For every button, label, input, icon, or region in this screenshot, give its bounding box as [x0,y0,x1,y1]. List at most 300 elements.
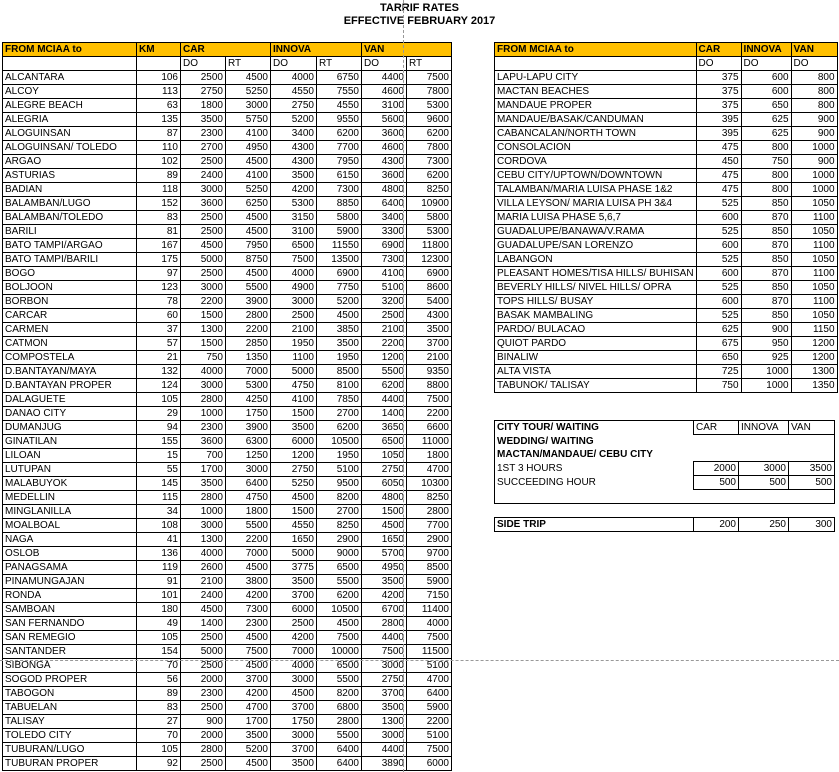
rate-cell: 11550 [317,239,362,253]
rate-cell: 6600 [407,421,452,435]
side-trip-van: 300 [789,518,835,532]
rate-cell: 700 [181,449,226,463]
rate-cell: 5400 [407,295,452,309]
rate-cell: 1350 [791,379,837,393]
rate-cell: 5800 [317,211,362,225]
rate-cell: 2700 [317,505,362,519]
table-row [3,71,452,85]
rate-cell: 78 [137,295,181,309]
table-row [495,225,838,239]
rate-cell: 625 [741,127,791,141]
destination-cell: BOGO [3,267,137,281]
table-row [3,309,452,323]
rate-cell: 57 [137,337,181,351]
rate-cell: 3500 [271,575,317,589]
rate-cell: 4500 [181,239,226,253]
rate-cell: 650 [696,351,741,365]
rate-cell: 5300 [407,225,452,239]
rate-cell: 870 [741,267,791,281]
rate-cell: 7700 [317,141,362,155]
rate-cell: 8800 [407,379,452,393]
subheader-cell: RT [226,57,271,71]
rate-cell: 3500 [789,462,835,476]
rate-cell: 850 [741,281,791,295]
rate-cell: 70 [137,729,181,743]
rate-cell: 2200 [226,533,271,547]
rate-cell: 2900 [317,533,362,547]
blank [495,504,694,518]
rate-cell: 10500 [317,603,362,617]
destination-cell: BARILI [3,225,137,239]
rate-cell: 2600 [181,561,226,575]
rate-cell: 6400 [226,477,271,491]
rate-cell: 1950 [317,449,362,463]
subheader-cell: DO [791,57,837,71]
rate-cell: 450 [696,155,741,169]
rate-cell: 2500 [181,631,226,645]
rate-cell: 3000 [362,659,407,673]
rate-cell: 5500 [317,729,362,743]
rate-cell: 4550 [271,519,317,533]
rate-cell: 4500 [226,211,271,225]
rate-cell: 167 [137,239,181,253]
destination-cell: GUADALUPE/BANAWA/V.RAMA [495,225,697,239]
subheader-cell: RT [407,57,452,71]
rate-cell: 4000 [407,617,452,631]
destination-cell: DUMANJUG [3,421,137,435]
rate-cell: 7700 [407,519,452,533]
rate-cell: 4500 [226,71,271,85]
rate-cell: 2800 [226,309,271,323]
rate-cell: 375 [696,99,741,113]
rate-cell: 6500 [362,435,407,449]
rate-cell: 5750 [226,113,271,127]
title-line-2: EFFECTIVE FEBRUARY 2017 [343,15,496,27]
rate-cell: 3500 [317,337,362,351]
rate-cell: 1500 [181,337,226,351]
rate-cell: 118 [137,183,181,197]
table-row [495,71,838,85]
rate-cell: 900 [791,113,837,127]
rate-cell: 3775 [271,561,317,575]
city-rates-table [494,42,838,393]
rate-cell: 92 [137,757,181,771]
rate-cell: 2300 [226,617,271,631]
table-row [3,225,452,239]
rate-cell: 70 [137,659,181,673]
rate-cell: 870 [741,295,791,309]
rate-cell: 3600 [181,197,226,211]
rate-cell: 3000 [181,379,226,393]
destination-cell: DANAO CITY [3,407,137,421]
rate-cell: 3000 [226,463,271,477]
side-trip-row [495,518,835,532]
rate-cell: 4500 [226,225,271,239]
city-tour-title-row [495,421,835,435]
destination-cell: D.BANTAYAN/MAYA [3,365,137,379]
table-row [3,239,452,253]
subheader-row [3,57,452,71]
rate-cell: 2100 [271,323,317,337]
rate-cell: 12300 [407,253,452,267]
rate-cell: 2300 [181,421,226,435]
rate-cell: 850 [741,309,791,323]
rate-cell: 525 [696,281,741,295]
rate-cell: 1200 [791,351,837,365]
table-row [3,631,452,645]
rate-cell: 5700 [362,547,407,561]
rate-cell: 83 [137,211,181,225]
rate-cell: 475 [696,183,741,197]
wedding-label: WEDDING/ WAITING [495,435,694,449]
subheader-blank [3,57,137,71]
rate-cell: 91 [137,575,181,589]
rate-cell: 3500 [271,421,317,435]
blank [789,504,835,518]
destination-cell: CATMON [3,337,137,351]
rate-cell: 1050 [791,225,837,239]
rate-cell: 4950 [226,141,271,155]
destination-cell: MANDAUE PROPER [495,99,697,113]
header-km: KM [137,43,181,57]
rate-cell: 800 [791,99,837,113]
rate-cell: 4400 [362,743,407,757]
rate-cell: 1000 [791,169,837,183]
rate-cell: 625 [741,113,791,127]
rate-cell: 1400 [181,617,226,631]
rate-cell: 6050 [362,477,407,491]
rate-cell: 1300 [362,715,407,729]
rate-cell: 81 [137,225,181,239]
table-row [3,407,452,421]
rate-cell: 375 [696,71,741,85]
destination-cell: SAMBOAN [3,603,137,617]
destination-cell: CABANCALAN/NORTH TOWN [495,127,697,141]
rate-cell: 1350 [226,351,271,365]
destination-cell: GUADALUPE/SAN LORENZO [495,239,697,253]
rate-cell: 145 [137,477,181,491]
table-row [3,757,452,771]
rate-cell: 2900 [407,533,452,547]
rate-cell: 8850 [317,197,362,211]
rate-cell: 6200 [317,127,362,141]
destination-cell: LILOAN [3,449,137,463]
rate-cell: 2800 [317,715,362,729]
rate-cell: 8200 [317,687,362,701]
rate-cell: 3000 [362,729,407,743]
rate-cell: 8600 [407,281,452,295]
rate-cell: 4000 [271,71,317,85]
rate-cell: 6400 [317,757,362,771]
table-row [495,365,838,379]
rate-cell: 2200 [181,295,226,309]
destination-cell: ALCOY [3,85,137,99]
rate-cell: 2500 [271,617,317,631]
blank-row [495,504,835,518]
rate-cell: 1000 [741,379,791,393]
rate-cell: 89 [137,169,181,183]
destination-cell: ALOGUINSAN/ TOLEDO [3,141,137,155]
rate-cell: 1300 [791,365,837,379]
table-row [3,393,452,407]
rate-cell: 5500 [226,519,271,533]
rate-cell: 106 [137,71,181,85]
rate-cell: 900 [791,155,837,169]
rate-cell: 7750 [317,281,362,295]
rate-cell: 8250 [317,519,362,533]
rate-cell: 2000 [694,462,739,476]
rate-cell: 6900 [317,267,362,281]
table-row [3,687,452,701]
rate-cell: 37 [137,323,181,337]
subheader-cell: DO [741,57,791,71]
rate-cell: 5800 [407,211,452,225]
blank-row [495,490,835,504]
rate-cell: 3900 [226,421,271,435]
rate-cell: 2400 [181,169,226,183]
destination-cell: MACTAN BEACHES [495,85,697,99]
rate-cell: 2000 [181,729,226,743]
rate-cell: 6750 [317,71,362,85]
header-row [3,43,452,57]
rate-cell: 7950 [317,155,362,169]
page-break-horizontal [0,660,839,661]
rate-cell: 21 [137,351,181,365]
table-row [495,169,838,183]
rate-cell: 5100 [362,281,407,295]
rate-cell: 1050 [362,449,407,463]
rate-cell: 525 [696,253,741,267]
rate-cell: 2400 [181,589,226,603]
rate-cell: 2750 [181,85,226,99]
rate-cell: 180 [137,603,181,617]
rate-cell: 4300 [271,155,317,169]
destination-cell: QUIOT PARDO [495,337,697,351]
table-row [495,127,838,141]
rate-cell: 625 [696,323,741,337]
rate-cell: 6500 [317,561,362,575]
subheader-cell: DO [696,57,741,71]
destination-cell: ALTA VISTA [495,365,697,379]
table-row [495,253,838,267]
rate-cell: 105 [137,743,181,757]
rate-cell: 10500 [317,435,362,449]
rate-cell: 1000 [791,141,837,155]
rate-cell: 6200 [317,589,362,603]
destination-cell: D.BANTAYAN PROPER [3,379,137,393]
rate-cell: 4000 [271,659,317,673]
table-row [3,505,452,519]
rate-cell: 750 [741,155,791,169]
rate-cell: 1400 [362,407,407,421]
table-row [3,491,452,505]
table-row [3,701,452,715]
rate-cell: 105 [137,631,181,645]
rate-cell: 3500 [407,323,452,337]
rate-cell: 4500 [362,519,407,533]
rate-cell: 175 [137,253,181,267]
rate-cell: 155 [137,435,181,449]
destination-cell: BASAK MAMBALING [495,309,697,323]
table-row [3,99,452,113]
rate-cell: 29 [137,407,181,421]
rate-cell: 1800 [181,99,226,113]
rate-cell: 4400 [362,631,407,645]
rate-cell: 4500 [226,757,271,771]
destination-cell: TOPS HILLS/ BUSAY [495,295,697,309]
rate-cell: 7800 [407,85,452,99]
rate-cell: 600 [696,295,741,309]
table-row [3,253,452,267]
destination-cell: TALAMBAN/MARIA LUISA PHASE 1&2 [495,183,697,197]
rate-cell: 105 [137,393,181,407]
rate-cell: 5000 [271,547,317,561]
rate-cell: 600 [696,211,741,225]
city-tour-label: CITY TOUR/ WAITING [495,421,694,435]
rate-cell: 1500 [181,309,226,323]
rate-cell: 1200 [271,449,317,463]
rate-cell: 4000 [181,365,226,379]
rate-cell: 2500 [181,659,226,673]
rate-cell: 3000 [181,183,226,197]
rate-cell: 132 [137,365,181,379]
destination-cell: CARMEN [3,323,137,337]
rate-cell: 7500 [407,631,452,645]
rate-cell: 8750 [226,253,271,267]
rate-cell: 41 [137,533,181,547]
rate-cell: 1050 [791,309,837,323]
rate-cell: 7300 [226,603,271,617]
rate-cell: 850 [741,197,791,211]
rate-cell: 3000 [181,281,226,295]
rate-cell: 500 [789,476,835,490]
rate-cell: 9500 [317,477,362,491]
rate-cell: 5100 [317,463,362,477]
rate-cell: 8500 [407,561,452,575]
rate-cell: 4200 [362,589,407,603]
rate-cell: 7500 [362,645,407,659]
table-row [495,309,838,323]
rate-cell: 3500 [271,169,317,183]
rate-cell: 2500 [181,701,226,715]
rate-cell: 89 [137,687,181,701]
table-row [3,463,452,477]
table-row [3,379,452,393]
rate-cell: 55 [137,463,181,477]
rate-cell: 7150 [407,589,452,603]
subheader-blank [137,57,181,71]
rate-cell: 4500 [271,687,317,701]
rate-cell: 4500 [317,617,362,631]
destination-cell: TOLEDO CITY [3,729,137,743]
rate-cell: 6500 [271,239,317,253]
blank [495,490,694,504]
rate-cell: 2200 [407,715,452,729]
rate-cell: 11400 [407,603,452,617]
rate-cell: 7800 [407,141,452,155]
rate-cell: 1950 [317,351,362,365]
rate-cell: 675 [696,337,741,351]
destination-cell: LUTUPAN [3,463,137,477]
rate-cell: 6200 [407,169,452,183]
rate-cell: 101 [137,589,181,603]
destination-cell: TABOGON [3,687,137,701]
rate-cell: 7000 [226,365,271,379]
destination-cell: BEVERLY HILLS/ NIVEL HILLS/ OPRA [495,281,697,295]
header-innova: INNOVA [271,43,362,57]
rate-cell: 9550 [317,113,362,127]
rate-cell: 725 [696,365,741,379]
rate-cell: 7300 [362,253,407,267]
table-row [495,323,838,337]
rate-cell: 15 [137,449,181,463]
destination-cell: LABANGON [495,253,697,267]
rate-cell: 6200 [407,127,452,141]
rate-cell: 3000 [271,729,317,743]
rate-cell: 2800 [181,393,226,407]
rate-cell: 4400 [362,71,407,85]
table-row [495,113,838,127]
destination-cell: BALAMBAN/TOLEDO [3,211,137,225]
rate-cell: 4000 [271,267,317,281]
rate-cell: 10300 [407,477,452,491]
rate-cell: 56 [137,673,181,687]
rate-cell: 4700 [407,463,452,477]
rate-cell: 2500 [181,225,226,239]
rate-cell: 3300 [362,225,407,239]
rate-cell: 800 [741,169,791,183]
rate-cell: 7000 [226,547,271,561]
rate-cell: 3500 [362,701,407,715]
rate-cell: 7550 [317,85,362,99]
rate-cell: 6000 [407,757,452,771]
rate-cell: 600 [696,267,741,281]
rate-cell: 4500 [226,631,271,645]
rate-cell: 108 [137,519,181,533]
rate-cell: 2500 [181,211,226,225]
table-row [3,267,452,281]
rate-cell: 8500 [317,365,362,379]
rate-cell: 2500 [181,757,226,771]
destination-cell: MOALBOAL [3,519,137,533]
destination-cell: SAN REMEGIO [3,631,137,645]
rate-cell: 1050 [791,253,837,267]
destination-cell: CORDOVA [495,155,697,169]
table-row [3,337,452,351]
table-row [3,729,452,743]
table-row [495,141,838,155]
rate-cell: 4800 [362,491,407,505]
rate-cell: 3700 [271,589,317,603]
rate-cell: 600 [741,85,791,99]
rate-cell: 2800 [407,505,452,519]
blank [789,435,835,449]
table-row [3,561,452,575]
rate-cell: 136 [137,547,181,561]
rate-cell: 2750 [362,463,407,477]
rate-cell: 8250 [407,183,452,197]
rate-cell: 4950 [362,561,407,575]
rate-cell: 6400 [317,743,362,757]
rate-cell: 4550 [317,99,362,113]
rate-cell: 115 [137,491,181,505]
blank [789,490,835,504]
rate-cell: 63 [137,99,181,113]
rate-cell: 4300 [407,309,452,323]
destination-cell: LAPU-LAPU CITY [495,71,697,85]
table-row [495,183,838,197]
rate-cell: 3000 [271,295,317,309]
